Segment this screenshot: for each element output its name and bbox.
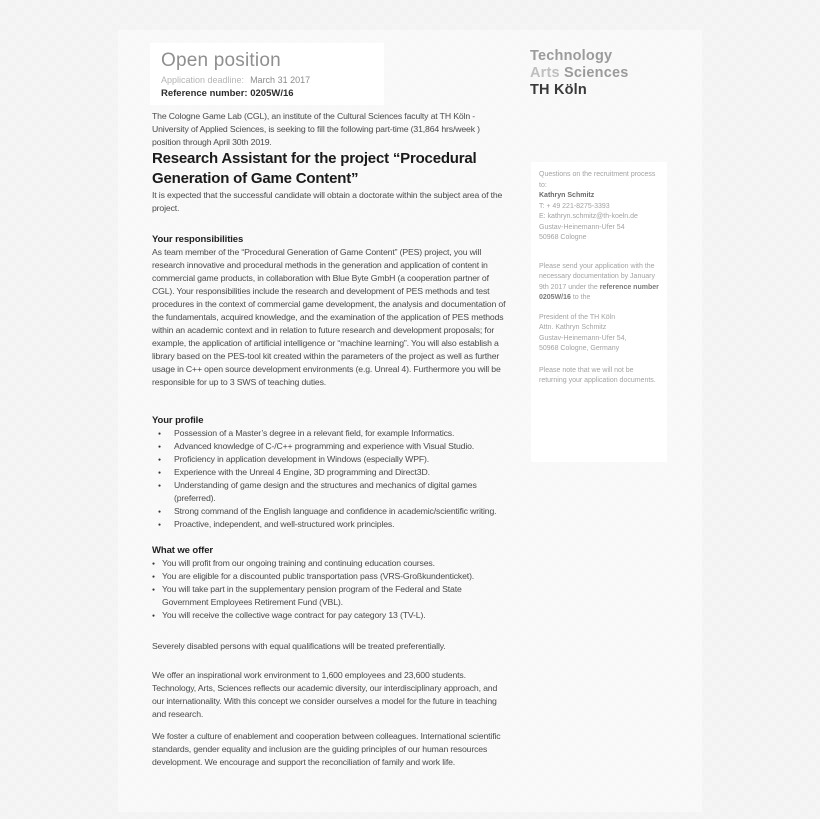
address-line: Attn. Kathryn Schmitz bbox=[539, 324, 607, 331]
offer-list bbox=[152, 557, 510, 622]
logo-word-arts: Arts bbox=[530, 65, 565, 81]
about-university-paragraph: We offer an inspirational work environment to 1,600 employees and 23,600 students. Technology, Arts, Sciences reflects our academic diversity, our interdisciplinary approach, and our internationality. With this concept we consider ourselves a model for the future in teaching and research. bbox=[152, 670, 498, 719]
application-text-post: to the bbox=[570, 294, 591, 301]
logo-line-technology: Technology bbox=[530, 48, 613, 64]
contact-street: Gustav-Heinemann-Ufer 54 bbox=[539, 223, 625, 231]
application-instructions bbox=[539, 262, 659, 304]
logo-word-sciences: Sciences bbox=[564, 65, 629, 81]
application-text-pre: Please send your application with the necessary documentation by January 9th 2017 under the bbox=[539, 262, 655, 291]
list-item: ● Possession of a Master’s degree in a relevant field, for example Informatics. bbox=[152, 427, 510, 440]
responsibilities-body: As team member of the “Procedural Generation of Game Content” (PES) project, you will research innovative and procedural methods in the generation and application of content in commercial game products, in collaboration with Blue Byte GmbH (a cooperation partner of CGL). Your responsibilities include the research and development of PES methods and test procedures in the context of commercial game development, the analysis and documentation of the fundamentals, acquired knowledge, and the examination of the application of PES methods within an academic context and in relation to future research and development proposals; for example, the application of artificial intelligence or “machine learning”. You will also establish a library based on the PES-tool kit created within the parameters of the project as well as further usage in C++ open source development environments (e.g. Unreal 4). Furthermore you will be responsible for up to 3 SWS of teaching duties. bbox=[152, 247, 506, 387]
section-responsibilities bbox=[152, 233, 510, 389]
list-item: ● Advanced knowledge of C-/C++ programming and experience with Visual Studio. bbox=[152, 440, 510, 453]
contact-city: 50968 Cologne bbox=[539, 234, 587, 241]
section-profile bbox=[152, 414, 510, 531]
address-line: Gustav-Heinemann-Ufer 54, bbox=[539, 334, 627, 342]
list-item: ● You will profit from our ongoing training and continuing education courses. bbox=[152, 557, 510, 570]
logo-line-th-koeln: TH Köln bbox=[530, 82, 587, 98]
documents-return-note: Please note that we will not be returning your application documents. bbox=[539, 366, 656, 384]
list-item: ● You will take part in the supplementary pension program of the Federal and State Government Employees Retirement Fund (VBL). bbox=[152, 583, 510, 609]
deadline-value: March 31 2017 bbox=[250, 75, 311, 85]
intro-paragraph: The Cologne Game Lab (CGL), an institute of the Cultural Sciences faculty at TH Köln - University of Applied Sciences, is seeking to fill the following part-time (31,864 hrs/week ) position through April 30th 2019. bbox=[152, 111, 480, 147]
reference-number: Reference number: 0205W/16 bbox=[161, 88, 294, 99]
section-offer bbox=[152, 544, 510, 622]
profile-list bbox=[152, 427, 510, 531]
application-reference-bold: reference number 0205W/16 bbox=[539, 283, 659, 301]
list-item: ● Proactive, independent, and well-structured work principles. bbox=[152, 518, 510, 531]
th-koeln-logo bbox=[530, 48, 629, 99]
contact-email: E: kathryn.schmitz@th-koeln.de bbox=[539, 213, 638, 220]
contact-intro: Questions on the recruitment process to: bbox=[539, 171, 656, 189]
list-item: ● You will receive the collective wage contract for pay category 13 (TV-L). bbox=[152, 609, 510, 622]
header-box bbox=[150, 43, 384, 105]
profile-heading: Your profile bbox=[152, 415, 204, 426]
offer-heading: What we offer bbox=[152, 545, 213, 556]
list-item: ● Strong command of the English language and confidence in academic/scientific writing. bbox=[152, 505, 510, 518]
job-title: Research Assistant for the project “Procedural Generation of Game Content” bbox=[152, 150, 477, 187]
list-item: ● Understanding of game design and the structures and mechanics of digital games (preferred). bbox=[152, 479, 510, 505]
list-item: ● Proficiency in application development in Windows (especially WPF). bbox=[152, 453, 510, 466]
postal-address-block bbox=[539, 313, 659, 355]
culture-paragraph: We foster a culture of enablement and cooperation between colleagues. International scientific standards, gender equality and inclusion are the guiding principles of our human resources development. We encourage and support the reconciliation of family and work life. bbox=[152, 731, 501, 767]
main-content bbox=[152, 110, 510, 769]
page-title: Open position bbox=[161, 50, 281, 71]
address-line: President of the TH Köln bbox=[539, 313, 616, 321]
contact-phone: T: + 49 221-8275-3393 bbox=[539, 202, 610, 210]
equal-opportunity-note: Severely disabled persons with equal qualifications will be treated preferentially. bbox=[152, 641, 446, 651]
list-item: ● Experience with the Unreal 4 Engine, 3D programming and Direct3D. bbox=[152, 466, 510, 479]
contact-name: Kathryn Schmitz bbox=[539, 192, 595, 199]
address-line: 50968 Cologne, Germany bbox=[539, 345, 620, 352]
sidebar-contact-box bbox=[531, 162, 667, 462]
job-subtitle: It is expected that the successful candidate will obtain a doctorate within the subject area of the project. bbox=[152, 190, 503, 213]
contact-block bbox=[539, 170, 659, 244]
list-item: ● You are eligible for a discounted public transportation pass (VRS-Großkundenticket). bbox=[152, 570, 510, 583]
logo-line-arts-sciences bbox=[530, 65, 629, 82]
responsibilities-heading: Your responsibilities bbox=[152, 234, 244, 245]
deadline-label: Application deadline: bbox=[161, 75, 245, 85]
application-deadline bbox=[161, 75, 373, 86]
